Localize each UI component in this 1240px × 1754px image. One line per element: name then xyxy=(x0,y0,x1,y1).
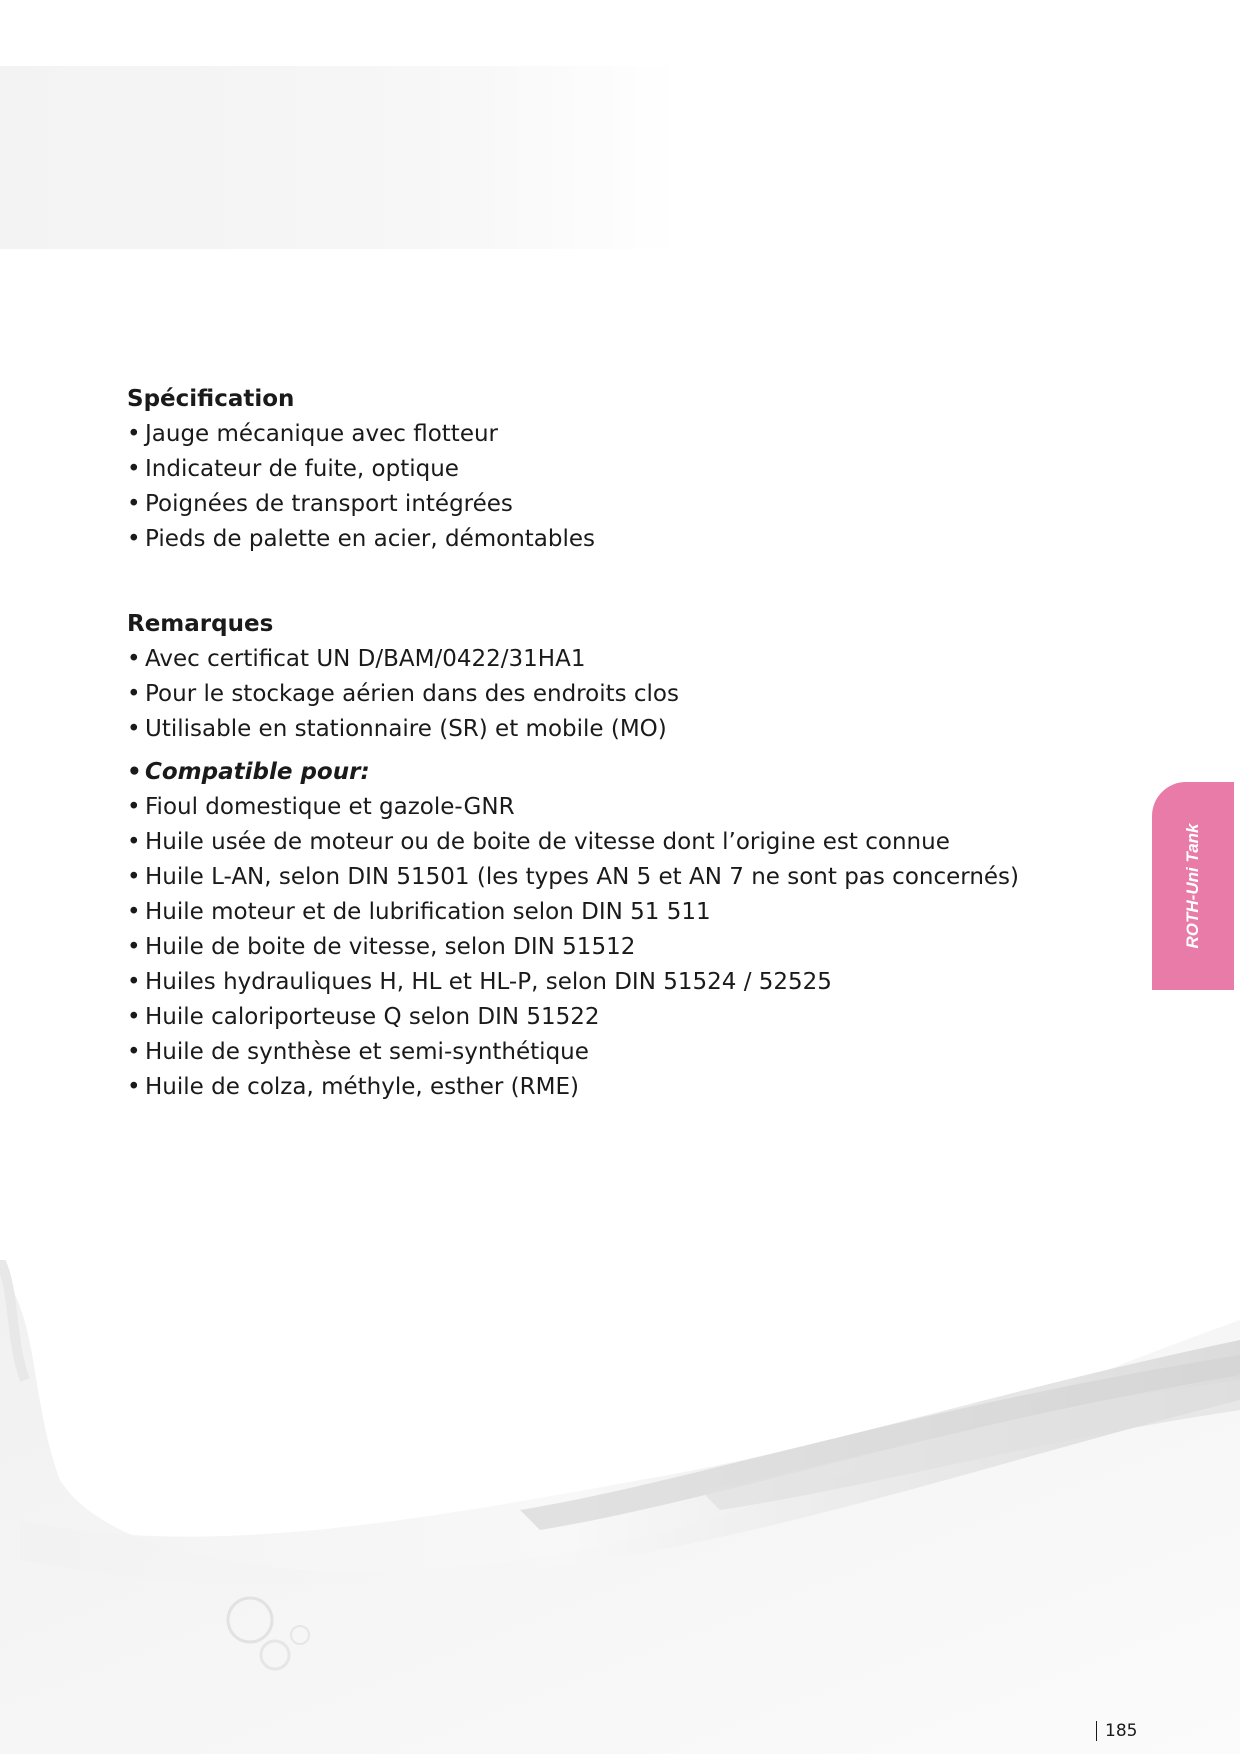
list-item: • Huile de synthèse et semi-synthétique xyxy=(127,1035,1027,1070)
page-number: 185 xyxy=(1096,1721,1137,1741)
specification-title: Spécification xyxy=(127,386,295,412)
section-side-tab xyxy=(1152,782,1234,990)
list-item: • Huile caloriporteuse Q selon DIN 51522 xyxy=(127,1000,1027,1035)
list-item: • Huile usée de moteur ou de boite de vitesse dont l’origine est connue xyxy=(127,825,1027,860)
list-item: • Fioul domestique et gazole-GNR xyxy=(127,790,1027,825)
side-tab-label: ROTH-Uni Tank xyxy=(1183,823,1202,949)
list-item: • Utilisable en stationnaire (SR) et mobile (MO) xyxy=(127,712,1027,747)
list-item: • Huile de boite de vitesse, selon DIN 51512 xyxy=(127,930,1027,965)
spacer xyxy=(127,557,1027,607)
list-item: • Pour le stockage aérien dans des endroits clos xyxy=(127,677,1027,712)
list-item: • Avec certificat UN D/BAM/0422/31HA1 xyxy=(127,642,1027,677)
header-background-band xyxy=(0,66,680,249)
compatible-list xyxy=(127,755,1027,1105)
remarks-list xyxy=(127,642,1027,747)
specification-list xyxy=(127,417,1027,557)
list-item: • Poignées de transport intégrées xyxy=(127,487,1027,522)
remarks-title: Remarques xyxy=(127,611,274,637)
list-item: • Huiles hydrauliques H, HL et HL-P, selon DIN 51524 / 52525 xyxy=(127,965,1027,1000)
list-item: • Pieds de palette en acier, démontables xyxy=(127,522,1027,557)
list-item: • Jauge mécanique avec flotteur xyxy=(127,417,1027,452)
main-content xyxy=(127,382,1027,1105)
compatible-title: • Compatible pour: xyxy=(127,755,1027,790)
list-item: • Huile moteur et de lubrification selon DIN 51 511 xyxy=(127,895,1027,930)
liquid-splash-image xyxy=(0,1260,1240,1754)
list-item: • Indicateur de fuite, optique xyxy=(127,452,1027,487)
spacer xyxy=(127,747,1027,755)
list-item: • Huile de colza, méthyle, esther (RME) xyxy=(127,1070,1027,1105)
list-item: • Huile L-AN, selon DIN 51501 (les types AN 5 et AN 7 ne sont pas concernés) xyxy=(127,860,1027,895)
